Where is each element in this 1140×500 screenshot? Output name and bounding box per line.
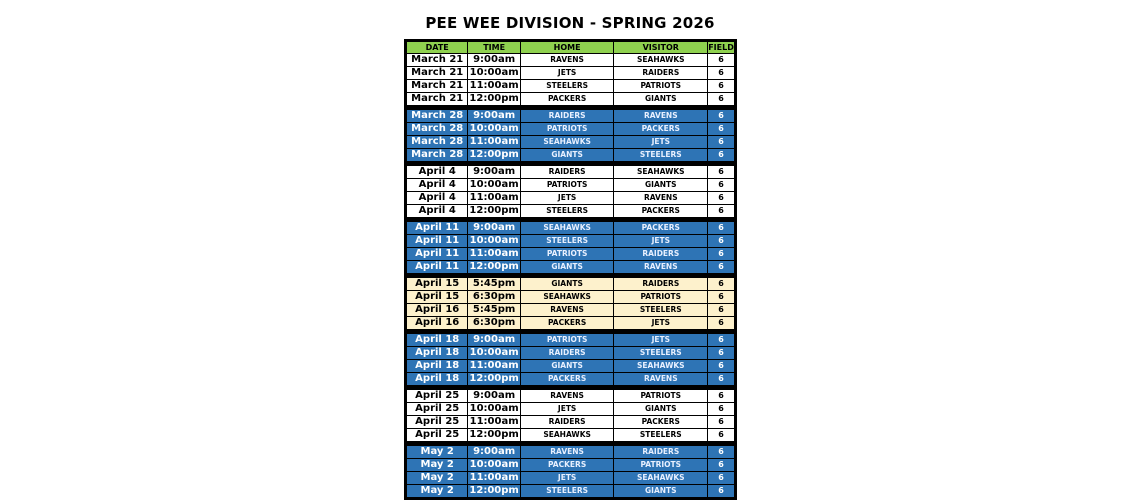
cell-time: 10:00am [469,459,519,470]
page-title: PEE WEE DIVISION - SPRING 2026 [425,14,715,32]
cell-visitor-team: SEAHAWKS [614,472,708,485]
cell-visitor-team: PATRIOTS [614,459,708,472]
cell-visitor-team: STEELERS [614,429,708,442]
cell-home-team: RAVENS [520,446,614,459]
cell-home-team: PATRIOTS [520,248,614,261]
cell-date: March 21 [406,93,468,106]
cell-visitor-team: SEAHAWKS [614,360,708,373]
cell-visitor-team: RAIDERS [614,67,708,80]
table-row [406,110,736,123]
table-row [406,205,736,218]
cell-field: 6 [708,235,736,248]
cell-home-team: PACKERS [520,317,614,330]
cell-visitor-team: JETS [614,334,708,347]
cell-home-team: SEAHAWKS [520,222,614,235]
cell-visitor-team: GIANTS [614,485,708,499]
cell-time: 11:00am [469,248,519,259]
cell-time: 10:00am [469,179,519,190]
cell-time: 12:00pm [469,373,519,384]
cell-time: 6:30pm [468,317,520,330]
cell-field: 6 [708,485,736,499]
header-time: TIME [468,41,520,54]
schedule-body [406,54,736,499]
cell-date: April 18 [406,334,468,347]
table-row [406,235,736,248]
cell-visitor-team: JETS [614,317,708,330]
cell-date: April 25 [406,403,468,416]
cell-time: 11:00am [469,80,519,91]
cell-visitor-team: PATRIOTS [614,80,708,93]
table-row [406,429,736,442]
cell-date: May 2 [406,446,468,459]
cell-date: April 11 [406,222,468,235]
table-row [406,179,736,192]
cell-date: April 4 [406,205,468,218]
cell-field: 6 [708,459,736,472]
cell-field: 6 [708,403,736,416]
table-row [406,403,736,416]
cell-date: March 21 [406,54,468,67]
cell-field: 6 [708,304,736,317]
cell-visitor-team: GIANTS [614,179,708,192]
cell-home-team: RAIDERS [520,347,614,360]
table-row [406,80,736,93]
cell-date: April 18 [406,347,468,360]
cell-field: 6 [708,93,736,106]
header-visitor: VISITOR [614,41,708,54]
cell-field: 6 [708,205,736,218]
cell-date: April 4 [406,192,468,205]
cell-field: 6 [708,54,736,67]
cell-date: April 4 [406,166,468,179]
cell-field: 6 [708,472,736,485]
cell-field: 6 [708,373,736,386]
cell-home-team: SEAHAWKS [520,429,614,442]
cell-visitor-team: PACKERS [614,123,708,136]
cell-visitor-team: PACKERS [614,416,708,429]
cell-time: 11:00am [469,192,519,203]
cell-date: April 18 [406,373,468,386]
cell-time: 6:30pm [468,291,520,304]
cell-home-team: STEELERS [520,80,614,93]
cell-visitor-team: JETS [614,235,708,248]
cell-date: April 15 [406,291,468,304]
cell-home-team: PATRIOTS [520,334,614,347]
table-row [406,54,736,67]
cell-time: 12:00pm [469,429,519,440]
cell-date: April 16 [406,317,468,330]
header-field: FIELD [708,41,736,54]
cell-visitor-team: RAVENS [614,192,708,205]
cell-date: March 21 [406,80,468,93]
table-row [406,347,736,360]
cell-time: 10:00am [469,403,519,414]
cell-date: April 11 [406,248,468,261]
cell-time: 9:00am [468,54,520,67]
table-row [406,446,736,459]
cell-visitor-team: GIANTS [614,93,708,106]
cell-home-team: RAIDERS [520,416,614,429]
cell-field: 6 [708,416,736,429]
cell-home-team: GIANTS [520,261,614,274]
cell-home-team: GIANTS [520,278,614,291]
cell-time: 9:00am [468,390,520,403]
cell-visitor-team: JETS [614,136,708,149]
cell-time: 10:00am [469,347,519,358]
cell-home-team: STEELERS [520,205,614,218]
cell-field: 6 [708,67,736,80]
cell-home-team: PATRIOTS [520,123,614,136]
cell-date: April 25 [406,390,468,403]
cell-date: April 4 [406,179,468,192]
header-date: DATE [406,41,468,54]
cell-home-team: RAVENS [520,54,614,67]
cell-time: 12:00pm [469,205,519,216]
cell-visitor-team: RAVENS [614,261,708,274]
cell-home-team: PATRIOTS [520,179,614,192]
cell-field: 6 [708,390,736,403]
cell-date: April 18 [406,360,468,373]
cell-time: 10:00am [469,235,519,246]
table-row [406,334,736,347]
cell-visitor-team: RAVENS [614,373,708,386]
cell-time: 12:00pm [468,485,520,499]
cell-field: 6 [708,222,736,235]
cell-home-team: JETS [520,67,614,80]
table-row [406,459,736,472]
cell-home-team: PACKERS [520,93,614,106]
cell-visitor-team: STEELERS [614,304,708,317]
table-row [406,472,736,485]
cell-time: 5:45pm [468,278,520,291]
cell-visitor-team: PATRIOTS [614,390,708,403]
cell-field: 6 [708,360,736,373]
cell-field: 6 [708,123,736,136]
table-header-row [406,41,736,54]
table-row [406,149,736,162]
cell-field: 6 [708,347,736,360]
cell-time: 5:45pm [468,304,520,317]
cell-field: 6 [708,166,736,179]
table-row [406,416,736,429]
cell-field: 6 [708,334,736,347]
cell-visitor-team: SEAHAWKS [614,166,708,179]
cell-date: March 21 [406,67,468,80]
cell-visitor-team: PACKERS [614,205,708,218]
cell-home-team: STEELERS [520,485,614,499]
header-home: HOME [520,41,614,54]
cell-time: 12:00pm [469,149,519,160]
cell-home-team: RAVENS [520,304,614,317]
cell-date: April 11 [406,261,468,274]
cell-field: 6 [708,192,736,205]
table-row [406,93,736,106]
cell-time: 12:00pm [469,93,519,104]
cell-visitor-team: STEELERS [614,347,708,360]
cell-field: 6 [708,110,736,123]
cell-time: 9:00am [468,166,520,179]
cell-date: April 15 [406,278,468,291]
cell-home-team: GIANTS [520,149,614,162]
table-row [406,291,736,304]
cell-home-team: RAVENS [520,390,614,403]
table-row [406,67,736,80]
cell-home-team: RAIDERS [520,166,614,179]
cell-field: 6 [708,291,736,304]
cell-home-team: JETS [520,403,614,416]
cell-time: 11:00am [469,416,519,427]
table-row [406,136,736,149]
cell-date: May 2 [406,485,468,499]
table-row [406,166,736,179]
cell-visitor-team: RAVENS [614,110,708,123]
cell-home-team: GIANTS [520,360,614,373]
cell-time: 11:00am [469,360,519,371]
table-row [406,123,736,136]
table-row [406,390,736,403]
cell-time: 9:00am [468,446,520,459]
table-row [406,248,736,261]
cell-time: 10:00am [469,123,519,134]
cell-visitor-team: STEELERS [614,149,708,162]
cell-home-team: SEAHAWKS [520,136,614,149]
cell-date: March 28 [406,110,468,123]
schedule-table [404,39,737,500]
cell-home-team: JETS [520,472,614,485]
cell-time: 12:00pm [469,261,519,272]
table-row [406,192,736,205]
cell-field: 6 [708,429,736,442]
cell-time: 11:00am [469,136,519,147]
cell-date: April 25 [406,416,468,429]
cell-field: 6 [708,446,736,459]
cell-home-team: JETS [520,192,614,205]
cell-visitor-team: GIANTS [614,403,708,416]
cell-visitor-team: RAIDERS [614,446,708,459]
cell-field: 6 [708,179,736,192]
cell-field: 6 [708,317,736,330]
cell-field: 6 [708,248,736,261]
cell-date: April 25 [406,429,468,442]
cell-field: 6 [708,136,736,149]
cell-field: 6 [708,80,736,93]
cell-field: 6 [708,261,736,274]
table-row [406,485,736,499]
table-row [406,360,736,373]
cell-time: 9:00am [468,222,520,235]
cell-field: 6 [708,149,736,162]
cell-date: March 28 [406,123,468,136]
cell-time: 11:00am [469,472,519,483]
cell-home-team: RAIDERS [520,110,614,123]
cell-home-team: STEELERS [520,235,614,248]
cell-field: 6 [708,278,736,291]
cell-date: April 16 [406,304,468,317]
cell-date: March 28 [406,136,468,149]
cell-time: 9:00am [468,110,520,123]
cell-visitor-team: SEAHAWKS [614,54,708,67]
cell-home-team: PACKERS [520,459,614,472]
table-row [406,373,736,386]
cell-date: April 11 [406,235,468,248]
cell-time: 10:00am [469,67,519,78]
cell-visitor-team: PATRIOTS [614,291,708,304]
cell-home-team: PACKERS [520,373,614,386]
table-row [406,222,736,235]
cell-visitor-team: PACKERS [614,222,708,235]
cell-date: May 2 [406,459,468,472]
table-row [406,317,736,330]
table-row [406,261,736,274]
table-row [406,278,736,291]
cell-home-team: SEAHAWKS [520,291,614,304]
table-row [406,304,736,317]
cell-time: 9:00am [468,334,520,347]
cell-date: May 2 [406,472,468,485]
cell-visitor-team: RAIDERS [614,278,708,291]
cell-visitor-team: RAIDERS [614,248,708,261]
cell-date: March 28 [406,149,468,162]
